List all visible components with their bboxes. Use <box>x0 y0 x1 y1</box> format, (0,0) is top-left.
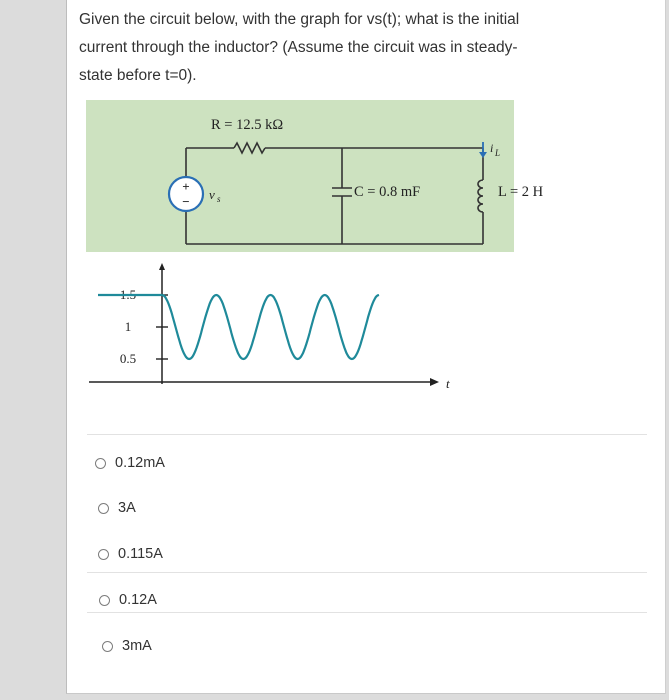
answer-option-2[interactable] <box>98 500 136 516</box>
current-label-sub: L <box>495 148 501 158</box>
radio-button[interactable] <box>98 549 109 560</box>
source-label-sub: s <box>217 194 221 204</box>
divider <box>87 572 647 573</box>
source-label: v <box>209 187 215 202</box>
y-axis-arrow <box>159 263 165 270</box>
answer-option-label: 3A <box>118 500 136 516</box>
answer-option-label: 0.115A <box>118 546 163 562</box>
question-line-2: current through the inductor? (Assume the circuit was in steady- <box>79 39 518 56</box>
answer-option-1[interactable] <box>95 455 165 471</box>
radio-button[interactable] <box>98 503 109 514</box>
vs-graph <box>89 262 469 397</box>
x-axis-label: t <box>446 376 450 391</box>
resistor-symbol <box>234 143 265 153</box>
divider <box>87 434 647 435</box>
source-plus: + <box>182 179 190 194</box>
answer-option-label: 3mA <box>122 638 152 654</box>
resistor-label: R = 12.5 kΩ <box>211 117 284 133</box>
question-line-3: state before t=0). <box>79 67 197 84</box>
answer-option-3[interactable] <box>98 546 163 562</box>
question-panel <box>66 0 666 694</box>
answer-option-4[interactable] <box>99 592 157 608</box>
answer-option-label: 0.12mA <box>115 455 165 471</box>
circuit-diagram <box>86 100 544 252</box>
y-tick-label: 1 <box>124 319 132 334</box>
question-text <box>79 6 599 90</box>
x-axis-arrow <box>430 378 439 386</box>
series-line-sinusoid <box>162 295 379 359</box>
inductor-label: L = 2 H <box>498 184 544 200</box>
radio-button[interactable] <box>99 595 110 606</box>
y-tick-label: 0.5 <box>119 351 137 366</box>
answer-option-label: 0.12A <box>119 592 157 608</box>
question-line-1: Given the circuit below, with the graph for vs(t); what is the initial <box>79 11 520 28</box>
radio-button[interactable] <box>102 641 113 652</box>
y-tick-label: 1.5 <box>119 287 137 302</box>
divider <box>87 612 647 613</box>
inductor-coil <box>478 180 483 212</box>
current-arrow <box>479 142 487 158</box>
answer-option-5[interactable] <box>102 638 152 654</box>
current-label: i <box>490 141 494 155</box>
source-minus: − <box>182 194 190 209</box>
radio-button[interactable] <box>95 458 106 469</box>
capacitor-label: C = 0.8 mF <box>354 184 421 200</box>
